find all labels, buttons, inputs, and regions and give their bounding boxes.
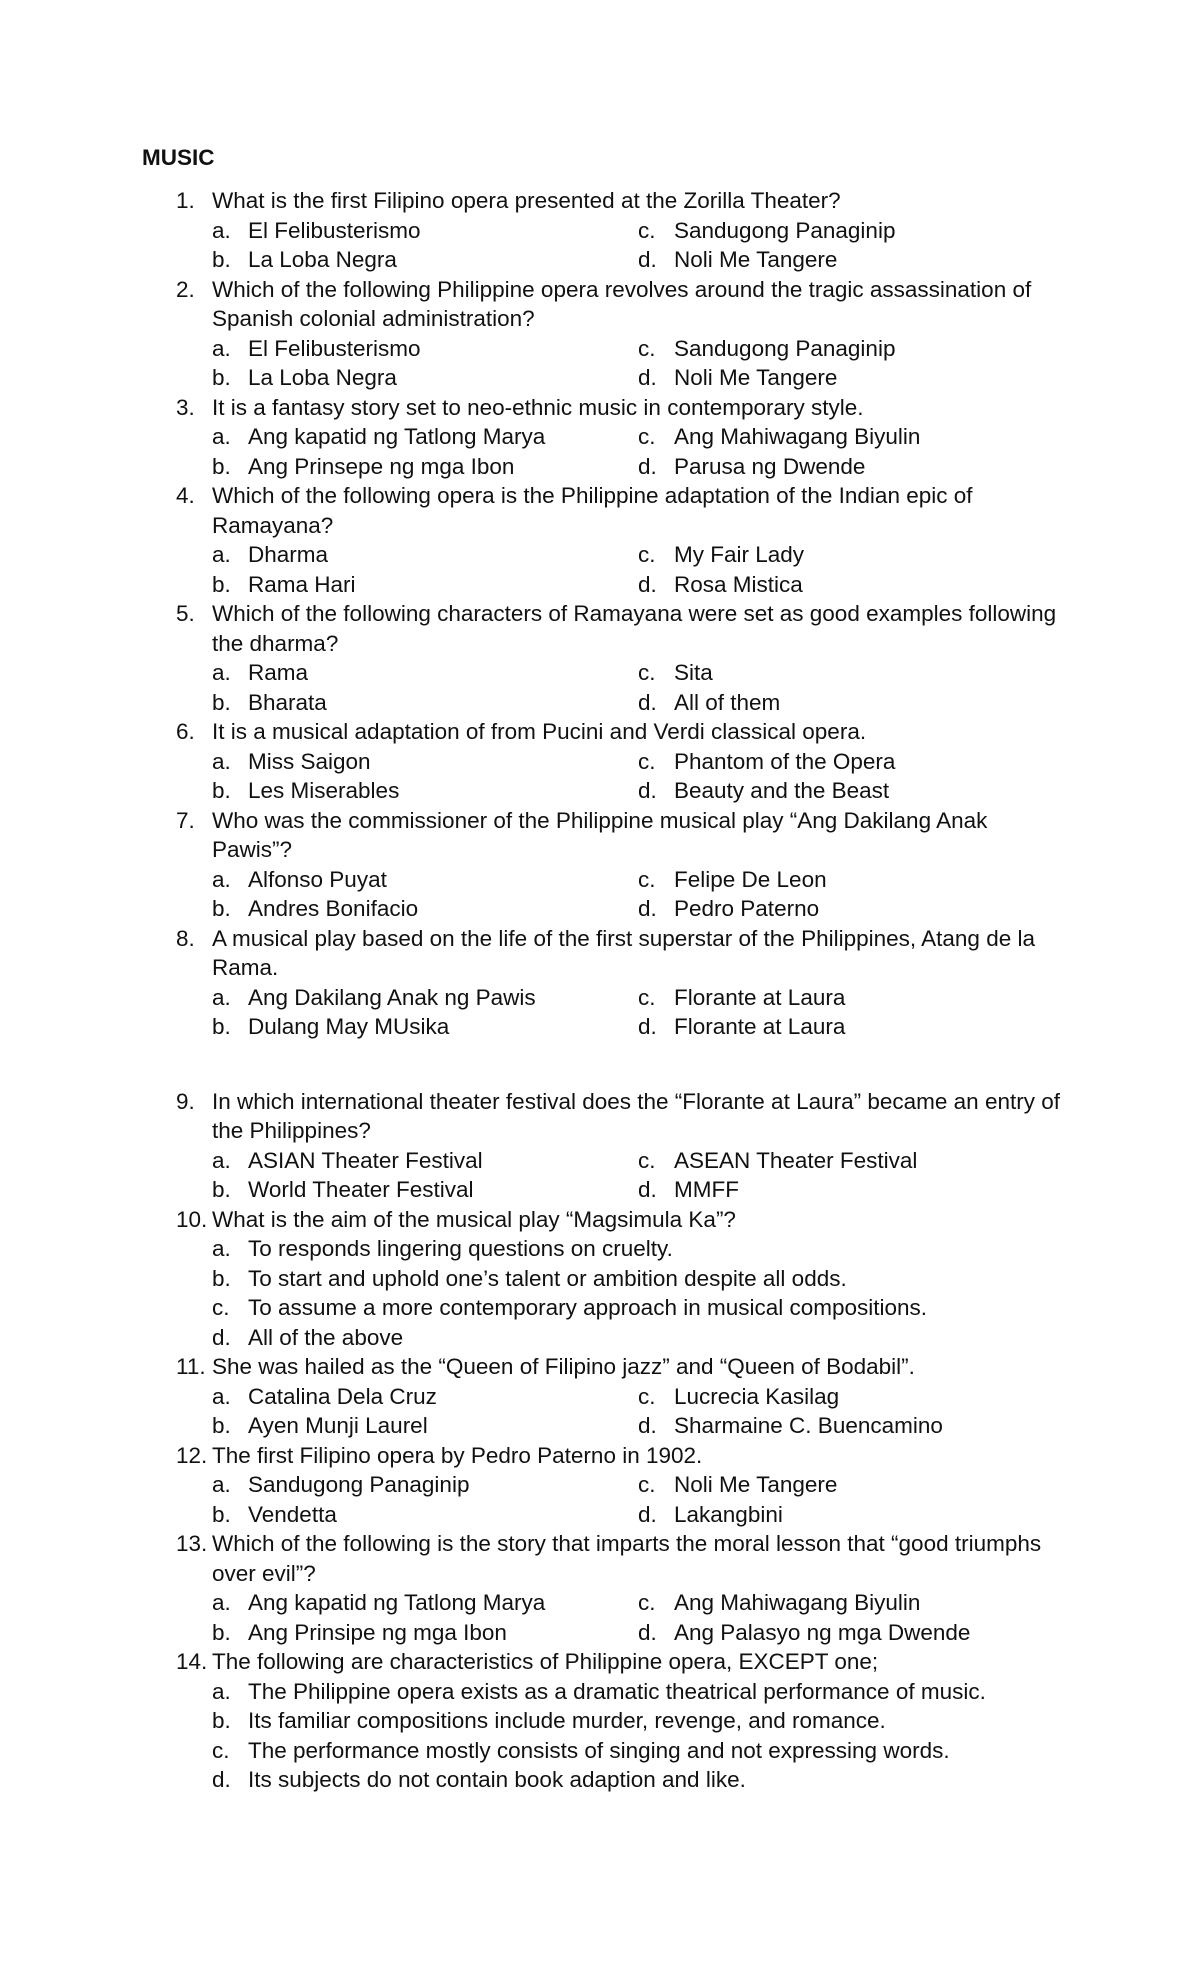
option-letter: a. bbox=[212, 217, 231, 243]
option-letter: d. bbox=[638, 778, 657, 803]
answer-options bbox=[0, 747, 1200, 806]
option-letter: b. bbox=[212, 778, 231, 803]
option-letter: c. bbox=[212, 1737, 230, 1763]
option-text: Vendetta bbox=[248, 1501, 337, 1527]
question-text: What is the first Filipino opera presented at the Zorilla Theater? bbox=[212, 188, 841, 213]
option-letter: a. bbox=[212, 1383, 231, 1409]
option-letter: b. bbox=[212, 1014, 231, 1039]
question-text: Who was the commissioner of the Philippine musical play “Ang Dakilang Anak Pawis”? bbox=[212, 807, 988, 862]
question-text: What is the aim of the musical play “Magsimula Ka”? bbox=[212, 1206, 736, 1232]
question-number: 12. bbox=[176, 1442, 208, 1468]
option-text: ASIAN Theater Festival bbox=[248, 1147, 483, 1173]
question-text: Which of the following opera is the Philippine adaptation of the Indian epic of Ramayana? bbox=[212, 483, 973, 538]
option-letter: a. bbox=[212, 1678, 231, 1704]
page-gap bbox=[0, 1042, 1200, 1087]
option-text: La Loba Negra bbox=[248, 247, 397, 272]
option-letter: b. bbox=[212, 453, 231, 479]
question-stem bbox=[0, 1087, 1200, 1146]
option-text: Rosa Mistica bbox=[674, 571, 803, 597]
option-text: My Fair Lady bbox=[674, 542, 805, 567]
option-letter: c. bbox=[212, 1295, 230, 1320]
question-stem bbox=[0, 1441, 1200, 1471]
option-text: Felipe De Leon bbox=[674, 866, 827, 892]
answer-options bbox=[0, 540, 1200, 599]
option-letter: c. bbox=[638, 1147, 656, 1173]
option-letter: c. bbox=[638, 1590, 656, 1615]
question-stem bbox=[0, 186, 1200, 216]
question-item bbox=[0, 806, 1200, 924]
option-text: World Theater Festival bbox=[248, 1177, 474, 1202]
option-letter: c. bbox=[638, 217, 656, 243]
option-letter: b. bbox=[212, 1708, 231, 1733]
question-text: Which of the following is the story that imparts the moral lesson that “good triumphs over evil”? bbox=[212, 1531, 1042, 1586]
option-letter: d. bbox=[638, 1413, 657, 1438]
option-text: All of them bbox=[674, 689, 781, 715]
option-letter: c. bbox=[638, 424, 656, 449]
answer-options bbox=[0, 658, 1200, 717]
option-text: Catalina Dela Cruz bbox=[248, 1383, 437, 1409]
answer-options bbox=[0, 216, 1200, 275]
option-text: Its subjects do not contain book adaption and like. bbox=[248, 1767, 746, 1792]
option-text: To start and uphold one’s talent or ambition despite all odds. bbox=[248, 1265, 847, 1291]
question-number: 7. bbox=[176, 807, 195, 833]
option-text: Lucrecia Kasilag bbox=[674, 1383, 840, 1409]
question-item bbox=[0, 481, 1200, 599]
question-list bbox=[0, 186, 1200, 1795]
option-text: Phantom of the Opera bbox=[674, 748, 896, 774]
option-letter: a. bbox=[212, 1147, 231, 1173]
option-text: Parusa ng Dwende bbox=[674, 453, 866, 479]
question-stem bbox=[0, 1205, 1200, 1235]
option-letter: b. bbox=[212, 689, 231, 715]
option-text: To responds lingering questions on cruelty. bbox=[248, 1236, 673, 1261]
question-text: It is a musical adaptation of from Pucini and Verdi classical opera. bbox=[212, 719, 867, 744]
option-text: Les Miserables bbox=[248, 778, 400, 803]
option-text: Noli Me Tangere bbox=[674, 1472, 838, 1497]
option-text: Ang kapatid ng Tatlong Marya bbox=[248, 424, 546, 449]
option-text: Dharma bbox=[248, 542, 329, 567]
answer-option bbox=[0, 1706, 1200, 1736]
option-text: Ang Prinsepe ng mga Ibon bbox=[248, 453, 515, 479]
question-item bbox=[0, 1529, 1200, 1647]
option-text: Noli Me Tangere bbox=[674, 365, 838, 390]
option-letter: a. bbox=[212, 660, 231, 685]
question-stem bbox=[0, 393, 1200, 423]
option-letter: d. bbox=[212, 1324, 231, 1350]
option-letter: b. bbox=[212, 1619, 231, 1645]
answer-options bbox=[0, 422, 1200, 481]
option-text: MMFF bbox=[674, 1177, 739, 1202]
option-text: Florante at Laura bbox=[674, 984, 846, 1010]
answer-options bbox=[0, 983, 1200, 1042]
question-stem bbox=[0, 1647, 1200, 1677]
question-stem bbox=[0, 481, 1200, 540]
answer-options bbox=[0, 1146, 1200, 1205]
answer-options bbox=[0, 1470, 1200, 1529]
question-item bbox=[0, 1647, 1200, 1795]
question-stem bbox=[0, 1529, 1200, 1588]
answer-options bbox=[0, 865, 1200, 924]
option-text: El Felibusterismo bbox=[248, 217, 421, 243]
option-text: Miss Saigon bbox=[248, 748, 371, 774]
answer-options bbox=[0, 1234, 1200, 1352]
question-number: 5. bbox=[176, 601, 195, 626]
answer-options bbox=[0, 1677, 1200, 1795]
question-number: 6. bbox=[176, 719, 195, 744]
option-letter: a. bbox=[212, 748, 231, 774]
option-letter: d. bbox=[638, 1177, 657, 1202]
option-text: Sandugong Panaginip bbox=[674, 217, 896, 243]
question-item bbox=[0, 186, 1200, 275]
option-text: ASEAN Theater Festival bbox=[674, 1147, 918, 1173]
option-text: Rama Hari bbox=[248, 571, 356, 597]
option-text: Dulang May MUsika bbox=[248, 1014, 450, 1039]
option-text: Florante at Laura bbox=[674, 1014, 846, 1039]
option-letter: c. bbox=[638, 1383, 656, 1409]
option-letter: c. bbox=[638, 984, 656, 1010]
answer-option bbox=[0, 1234, 1200, 1264]
question-item bbox=[0, 1087, 1200, 1205]
option-text: Ayen Munji Laurel bbox=[248, 1413, 428, 1438]
option-text: Alfonso Puyat bbox=[248, 866, 387, 892]
question-text: Which of the following characters of Ramayana were set as good examples following the dharma? bbox=[212, 601, 1057, 656]
option-text: To assume a more contemporary approach in musical compositions. bbox=[248, 1295, 928, 1320]
question-item bbox=[0, 393, 1200, 482]
question-number: 2. bbox=[176, 276, 195, 302]
option-text: Sharmaine C. Buencamino bbox=[674, 1413, 943, 1438]
question-number: 4. bbox=[176, 483, 195, 508]
answer-options bbox=[0, 1588, 1200, 1647]
option-text: Noli Me Tangere bbox=[674, 247, 838, 272]
question-stem bbox=[0, 1352, 1200, 1382]
option-letter: a. bbox=[212, 424, 231, 449]
question-item bbox=[0, 1205, 1200, 1353]
option-text: Bharata bbox=[248, 689, 327, 715]
option-letter: c. bbox=[638, 660, 656, 685]
option-letter: b. bbox=[212, 1501, 231, 1527]
question-item bbox=[0, 1441, 1200, 1530]
option-text: Rama bbox=[248, 660, 309, 685]
answer-option bbox=[0, 1293, 1200, 1323]
question-number: 13. bbox=[176, 1531, 208, 1556]
option-letter: a. bbox=[212, 866, 231, 892]
answer-option bbox=[0, 1765, 1200, 1795]
question-number: 10. bbox=[176, 1206, 208, 1232]
option-text: Sita bbox=[674, 660, 713, 685]
question-item bbox=[0, 1352, 1200, 1441]
option-text: All of the above bbox=[248, 1324, 404, 1350]
option-letter: a. bbox=[212, 1472, 231, 1497]
option-letter: a. bbox=[212, 984, 231, 1010]
option-letter: c. bbox=[638, 748, 656, 774]
question-item bbox=[0, 275, 1200, 393]
answer-option bbox=[0, 1264, 1200, 1294]
option-text: Ang Mahiwagang Biyulin bbox=[674, 1590, 921, 1615]
question-item bbox=[0, 717, 1200, 806]
option-letter: d. bbox=[638, 247, 657, 272]
option-letter: d. bbox=[638, 1619, 657, 1645]
option-letter: d. bbox=[638, 689, 657, 715]
option-text: Its familiar compositions include murder, revenge, and romance. bbox=[248, 1708, 886, 1733]
option-letter: b. bbox=[212, 1265, 231, 1291]
answer-option bbox=[0, 1677, 1200, 1707]
option-letter: b. bbox=[212, 365, 231, 390]
question-item bbox=[0, 924, 1200, 1042]
option-letter: c. bbox=[638, 542, 656, 567]
option-text: The Philippine opera exists as a dramatic theatrical performance of music. bbox=[248, 1678, 986, 1704]
option-text: Ang Palasyo ng mga Dwende bbox=[674, 1619, 971, 1645]
option-letter: b. bbox=[212, 571, 231, 597]
option-letter: b. bbox=[212, 247, 231, 272]
option-letter: d. bbox=[638, 571, 657, 597]
option-text: Ang Mahiwagang Biyulin bbox=[674, 424, 921, 449]
question-text: A musical play based on the life of the first superstar of the Philippines, Atang de la Rama. bbox=[212, 925, 1035, 980]
question-number: 14. bbox=[176, 1649, 208, 1674]
option-text: Sandugong Panaginip bbox=[248, 1472, 470, 1497]
option-text: Beauty and the Beast bbox=[674, 778, 890, 803]
option-text: Ang Prinsipe ng mga Ibon bbox=[248, 1619, 507, 1645]
option-letter: b. bbox=[212, 1413, 231, 1438]
option-letter: d. bbox=[212, 1767, 231, 1792]
answer-options bbox=[0, 1382, 1200, 1441]
option-text: La Loba Negra bbox=[248, 365, 397, 390]
question-number: 9. bbox=[176, 1088, 195, 1114]
option-letter: d. bbox=[638, 453, 657, 479]
option-text: El Felibusterismo bbox=[248, 335, 421, 361]
option-letter: b. bbox=[212, 896, 231, 921]
option-letter: a. bbox=[212, 1590, 231, 1615]
option-letter: a. bbox=[212, 542, 231, 567]
question-stem bbox=[0, 717, 1200, 747]
question-number: 3. bbox=[176, 394, 195, 420]
section-title: MUSIC bbox=[142, 145, 215, 170]
question-text: The first Filipino opera by Pedro Paterno in 1902. bbox=[212, 1442, 703, 1468]
question-stem bbox=[0, 275, 1200, 334]
option-letter: c. bbox=[638, 866, 656, 892]
question-text: She was hailed as the “Queen of Filipino jazz” and “Queen of Bodabil”. bbox=[212, 1354, 915, 1379]
question-stem bbox=[0, 924, 1200, 983]
option-letter: c. bbox=[638, 335, 656, 361]
option-letter: c. bbox=[638, 1472, 656, 1497]
question-stem bbox=[0, 806, 1200, 865]
answer-option bbox=[0, 1736, 1200, 1766]
answer-options bbox=[0, 334, 1200, 393]
option-letter: d. bbox=[638, 1014, 657, 1039]
option-letter: d. bbox=[638, 365, 657, 390]
question-number: 8. bbox=[176, 925, 195, 951]
option-text: Ang Dakilang Anak ng Pawis bbox=[248, 984, 536, 1010]
option-text: The performance mostly consists of singing and not expressing words. bbox=[248, 1737, 950, 1763]
question-stem bbox=[0, 599, 1200, 658]
question-text: It is a fantasy story set to neo-ethnic music in contemporary style. bbox=[212, 394, 864, 420]
option-letter: a. bbox=[212, 1236, 231, 1261]
option-text: Sandugong Panaginip bbox=[674, 335, 896, 361]
question-text: Which of the following Philippine opera revolves around the tragic assassination of Spanish colonial administration? bbox=[212, 276, 1032, 331]
option-letter: a. bbox=[212, 335, 231, 361]
option-letter: b. bbox=[212, 1177, 231, 1202]
option-text: Pedro Paterno bbox=[674, 896, 820, 921]
question-number: 11. bbox=[176, 1354, 206, 1379]
option-letter: d. bbox=[638, 1501, 657, 1527]
option-letter: d. bbox=[638, 896, 657, 921]
question-item bbox=[0, 599, 1200, 717]
question-text: The following are characteristics of Philippine opera, EXCEPT one; bbox=[212, 1649, 879, 1674]
option-text: Ang kapatid ng Tatlong Marya bbox=[248, 1590, 546, 1615]
option-text: Andres Bonifacio bbox=[248, 896, 419, 921]
answer-option bbox=[0, 1323, 1200, 1353]
question-text: In which international theater festival does the “Florante at Laura” became an entry of the Philippines? bbox=[212, 1088, 1060, 1143]
question-number: 1. bbox=[176, 188, 195, 213]
option-text: Lakangbini bbox=[674, 1501, 783, 1527]
